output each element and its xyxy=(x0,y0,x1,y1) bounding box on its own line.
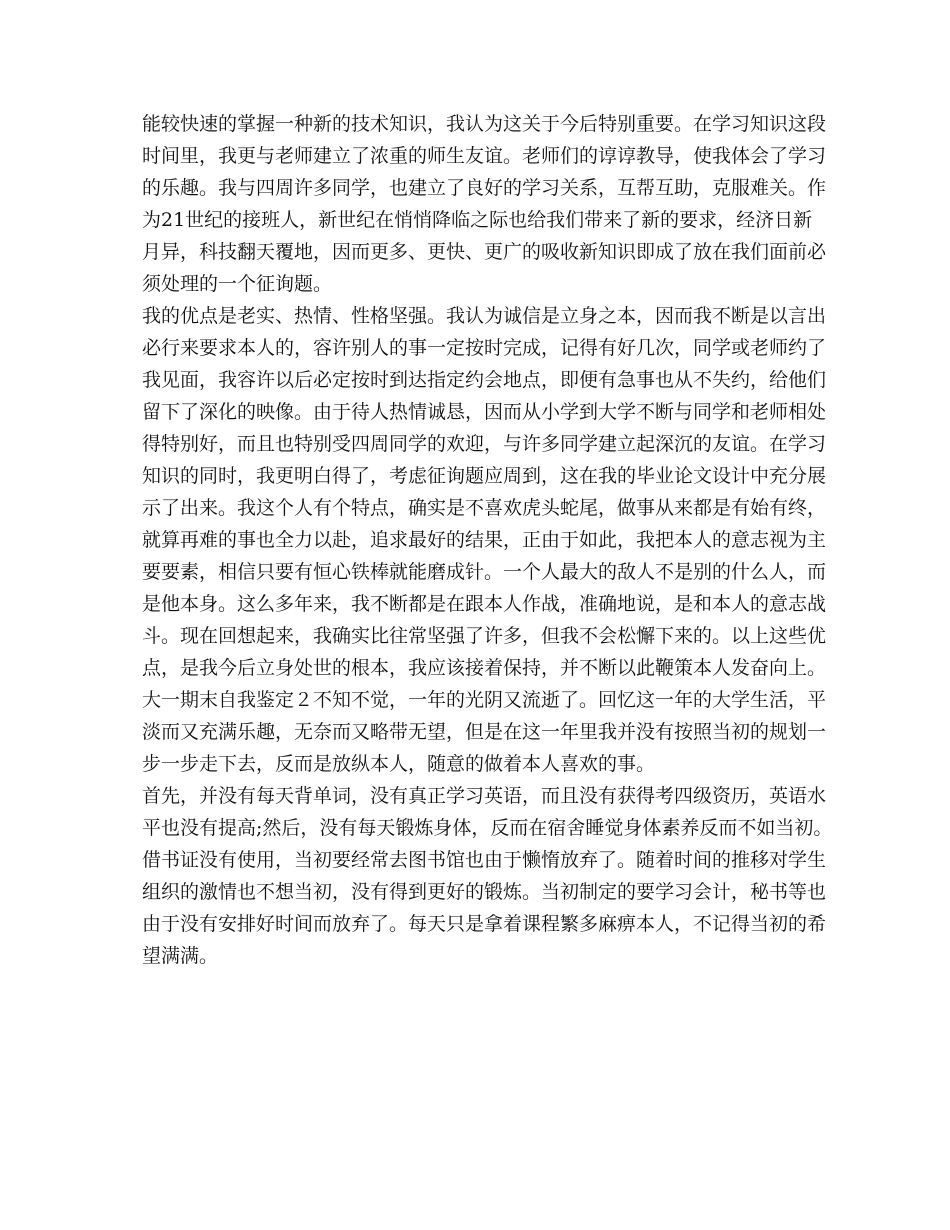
text-line: 借书证没有使用，当初要经常去图书馆也由于懒惰放弃了。随着时间的推移对学生 xyxy=(142,849,827,871)
text-line: 淡而又充满乐趣，无奈而又略带无望，但是在这一年里我并没有按照当初的规划一 xyxy=(142,721,827,743)
text-line: 就算再难的事也全力以赴，追求最好的结果，正由于如此，我把本人的意志视为主 xyxy=(142,529,827,551)
paragraph-2 xyxy=(142,300,827,684)
text-line: 必行来要求本人的，容许别人的事一定按时完成，记得有好几次，同学或老师约了 xyxy=(142,337,827,359)
paragraph-3 xyxy=(142,684,827,780)
text-line: 的乐趣。我与四周许多同学，也建立了良好的学习关系，互帮互助，克服难关。作 xyxy=(142,177,827,199)
text-line: 步一步走下去，反而是放纵本人，随意的做着本人喜欢的事。 xyxy=(142,753,656,775)
text-line: 由于没有安排好时间而放弃了。每天只是拿着课程繁多麻痹本人，不记得当初的希 xyxy=(142,913,827,935)
paragraph-4 xyxy=(142,780,833,972)
text-line: 时间里，我更与老师建立了浓重的师生友谊。老师们的谆谆教导，使我体会了学习 xyxy=(142,145,827,167)
document-page xyxy=(142,108,833,972)
text-line: 首先，并没有每天背单词，没有真正学习英语，而且没有获得考四级资历，英语水 xyxy=(142,785,827,807)
text-line: 留下了深化的映像。由于待人热情诚恳，因而从小学到大学不断与同学和老师相处 xyxy=(142,401,827,423)
text-line: 平也没有提高;然后，没有每天锻炼身体，反而在宿舍睡觉身体素养反而不如当初。 xyxy=(142,817,833,839)
text-line: 我的优点是老实、热情、性格坚强。我认为诚信是立身之本，因而我不断是以言出 xyxy=(142,305,827,327)
text-line: 斗。现在回想起来，我确实比往常坚强了许多，但我不会松懈下来的。以上这些优 xyxy=(142,625,827,647)
text-line: 为21世纪的接班人，新世纪在悄悄降临之际也给我们带来了新的要求，经济日新 xyxy=(142,209,813,231)
text-line: 大一期末自我鉴定２不知不觉，一年的光阴又流逝了。回忆这一年的大学生活，平 xyxy=(142,689,827,711)
text-line: 组织的激情也不想当初，没有得到更好的锻炼。当初制定的要学习会计，秘书等也 xyxy=(142,881,827,903)
text-line: 知识的同时，我更明白得了，考虑征询题应周到，这在我的毕业论文设计中充分展 xyxy=(142,465,827,487)
text-line: 月异，科技翻天覆地，因而更多、更快、更广的吸收新知识即成了放在我们面前必 xyxy=(142,241,827,263)
text-line: 得特别好，而且也特别受四周同学的欢迎，与许多同学建立起深沉的友谊。在学习 xyxy=(142,433,827,455)
text-line: 示了出来。我这个人有个特点，确实是不喜欢虎头蛇尾，做事从来都是有始有终， xyxy=(142,497,827,519)
text-line: 能较快速的掌握一种新的技术知识，我认为这关于今后特别重要。在学习知识这段 xyxy=(142,113,827,135)
text-line: 望满满。 xyxy=(142,945,219,967)
text-line: 要要素，相信只要有恒心铁棒就能磨成针。一个人最大的敌人不是别的什么人，而 xyxy=(142,561,827,583)
text-line: 须处理的一个征询题。 xyxy=(142,273,333,295)
text-line: 是他本身。这么多年来，我不断都是在跟本人作战，准确地说，是和本人的意志战 xyxy=(142,593,827,615)
paragraph-1 xyxy=(142,108,827,300)
text-line: 点，是我今后立身处世的根本，我应该接着保持，并不断以此鞭策本人发奋向上。 xyxy=(142,657,827,679)
text-line: 我见面，我容许以后必定按时到达指定约会地点，即便有急事也从不失约，给他们 xyxy=(142,369,827,391)
